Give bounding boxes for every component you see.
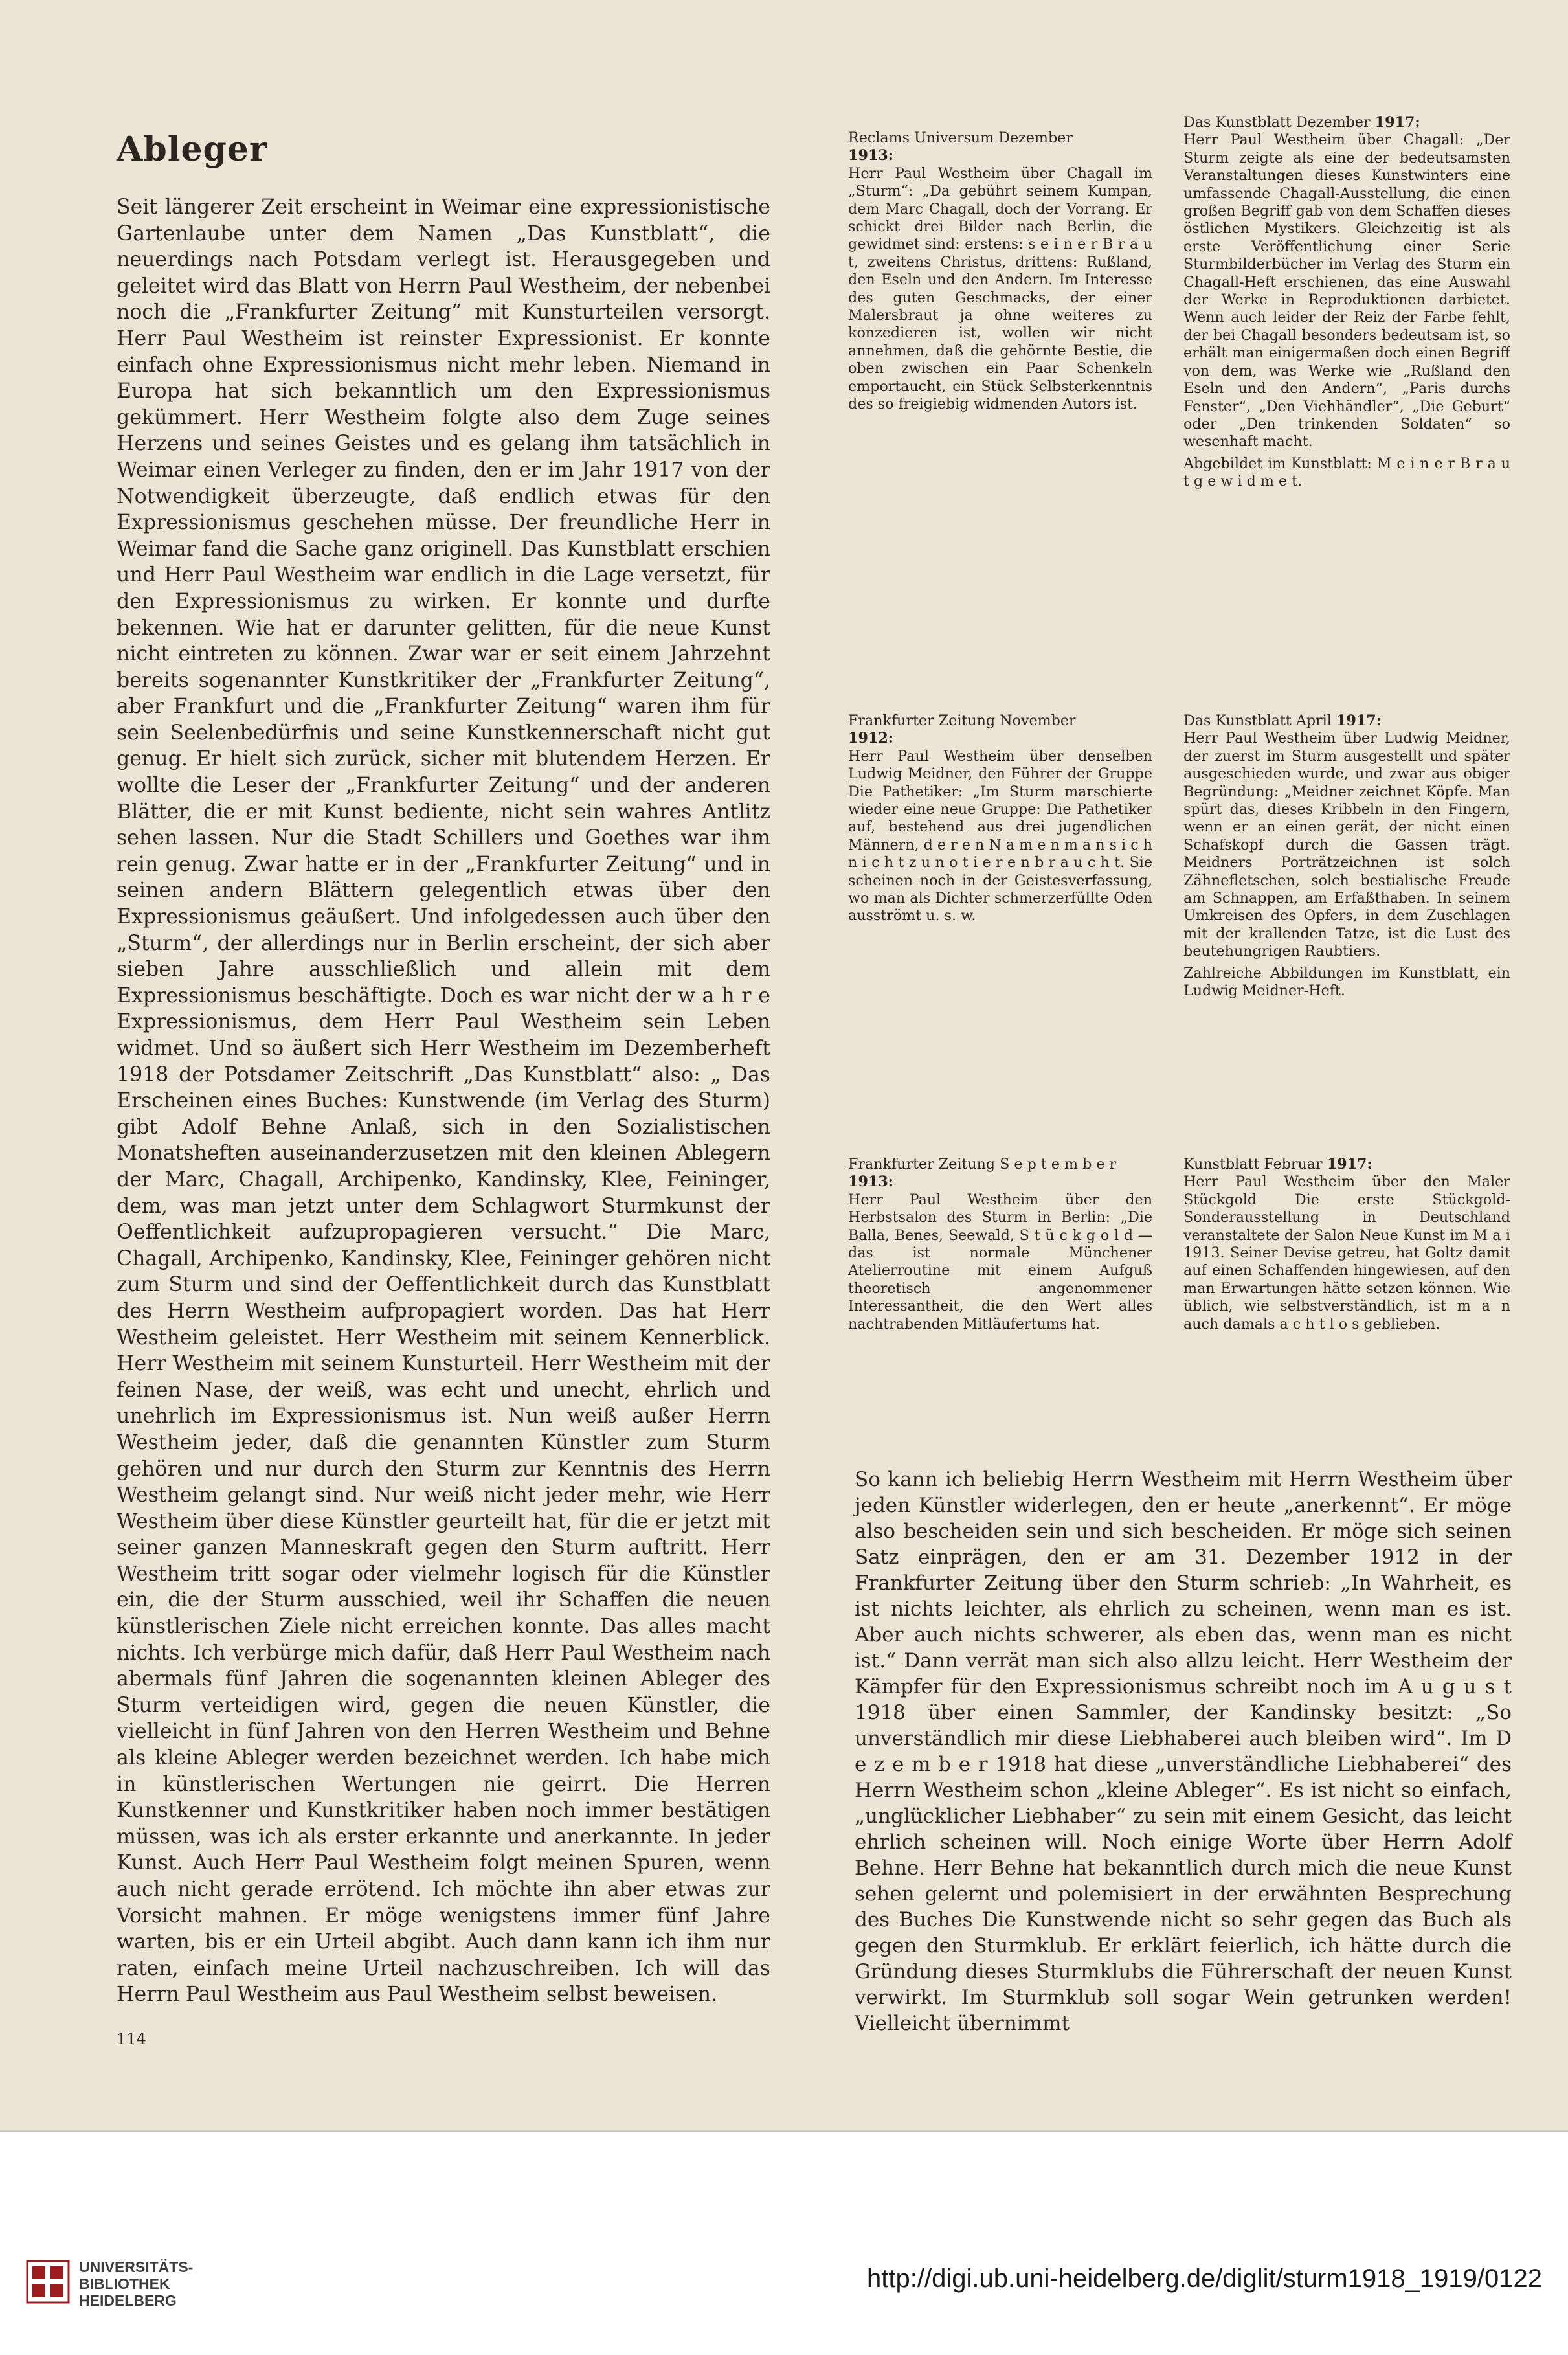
quote-body: Herr Paul Westheim über den Herbstsalon des Sturm in Berlin: „Die Balla, Benes, Seewald, S t ü c k g o l d — das ist normale Münchener Atelierroutine mit einem Aufguß theoretisch angenommener Interessantheit, die den Wert alles nachtrabenden Mitläufertums hat. xyxy=(848,1191,1152,1333)
page-number: 114 xyxy=(117,2030,146,2048)
library-footer xyxy=(0,2130,1568,2355)
quote-body: Herr Paul Westheim über Chagall: „Der Sturm zeigte als eine der bedeutsamsten Veranstaltungen dieses Kunstwinters eine umfassende Chagall-Ausstellung, die einen großen Begriff gab von dem Schaffen dieses östlichen Mystikers. Gleichzeitig ist als erste Veröffentlichung einer Serie Sturmbilderbücher im Verlag des Sturm ein Chagall-Heft erschienen, das eine Auswahl der Werke in Reproduktionen darbietet. Wenn auch leider der Reiz der Farbe fehlt, der bei Chagall besonders bedeutsam ist, so erhält man einigermaßen doch einen Begriff von dem, was Werke wie „Rußland den Eseln und den Andern“, „Paris durchs Fenster“, „Den Viehhändler“, „Die Geburt“ oder „Den trinkenden Soldaten“ so wesenhaft macht. xyxy=(1183,131,1510,451)
quote-kunstblatt-dez-1917 xyxy=(1183,114,1510,710)
main-article-text: Seit längerer Zeit erscheint in Weimar eine expressionistische Gartenlaube unter dem Namen „Das Kunstblatt“, die neuerdings nach Potsdam verlegt ist. Herausgegeben und geleitet wird das Blatt von Herrn Paul Westheim, der nebenbei noch die „Frankfurter Zeitung“ mit Kunsturteilen versorgt. Herr Paul Westheim ist reinster Expressionist. Er konnte einfach ohne Expressionismus nicht mehr leben. Niemand in Europa hat sich bekanntlich um den Expressionismus gekümmert. Herr Westheim folgte also dem Zuge seines Herzens und seines Geistes und es gelang ihm tatsächlich in Weimar einen Verleger zu finden, den er im Jahr 1917 von der Notwendigkeit überzeugte, daß endlich etwas für den Expressionismus geschehen müsse. Der freundliche Herr in Weimar fand die Sache ganz originell. Das Kunstblatt erschien und Herr Paul Westheim war endlich in die Lage versetzt, für den Expressionismus zu wirken. Er konnte und durfte bekennen. Wie hat er darunter gelitten, für die neue Kunst nicht eintreten zu können. Zwar war er seit einem Jahrzehnt bereits sogenannter Kunstkritiker der „Frankfurter Zeitung“, aber Frankfurt und die „Frankfurter Zeitung“ waren ihm für sein Seelenbedürfnis und seine Kunstkennerschaft nicht gut genug. Er hielt sich zurück, sicher mit blutendem Herzen. Er wollte die Leser der „Frankfurter Zeitung“ und der anderen Blätter, die er mit Kunst bediente, nicht sein wahres Antlitz sehen lassen. Nur die Stadt Schillers und Goethes war ihm rein genug. Zwar hatte er in der „Frankfurter Zeitung“ und in seinen andern Blättern gelegentlich etwas über den Expressionismus geäußert. Und infolgedessen auch über den „Sturm“, der allerdings nur in Berlin erscheint, der sich aber sieben Jahre ausschließlich und allein mit dem Expressionismus beschäftigte. Doch es war nicht der w a h r e Expressionismus, dem Herr Paul Westheim sein Leben widmet. Und so äußert sich Herr Westheim im Dezemberheft 1918 der Potsdamer Zeitschrift „Das Kunstblatt“ also: „ Das Erscheinen eines Buches: Kunstwende (im Verlag des Sturm) gibt Adolf Behne Anlaß, sich in den Sozialistischen Monatsheften auseinanderzusetzen mit den kleinen Ablegern der Marc, Chagall, Archipenko, Kandinsky, Klee, Feininger, dem, was man jetzt unter dem Schlagwort Sturmkunst der Oeffentlichkeit aufzupropagieren versucht.“ Die Marc, Chagall, Archipenko, Kandinsky, Klee, Feininger gehören nicht zum Sturm und sind der Oeffentlichkeit durch das Kunstblatt des Herrn Westheim aufpropagiert worden. Das hat Herr Westheim geleistet. Herr Westheim mit seinem Kennerblick. Herr Westheim mit seinem Kunsturteil. Herr Westheim mit der feinen Nase, der weiß, was echt und unecht, ehrlich und unehrlich im Expressionismus ist. Nun weiß außer Herrn Westheim jeder, daß die genannten Künstler zum Sturm gehören und nur durch den Sturm zur Kenntnis des Herrn Westheim gelangt sind. Nur weiß nicht jeder mehr, wie Herr Westheim über diese Künstler geurteilt hat, für die er jetzt mit seiner ganzen Manneskraft gegen den Sturm auftritt. Herr Westheim tritt sogar oder vielmehr logisch für die Künstler ein, die der Sturm ausschied, weil ihr Schaffen die neuen künstlerischen Ziele nicht erreichen konnte. Das alles macht nichts. Ich verbürge mich dafür, daß Herr Paul Westheim nach abermals fünf Jahren die sogenannten kleinen Ableger des Sturm verteidigen wird, gegen die neuen Künstler, die vielleicht in fünf Jahren von den Herren Westheim und Behne als kleine Ableger werden bezeichnet werden. Ich habe mich in künstlerischen Wertungen nie geirrt. Die Herren Kunstkenner und Kunstkritiker haben noch immer bestätigen müssen, was ich als erster erkannte und anerkannte. In jeder Kunst. Auch Herr Paul Westheim folgt meinen Spuren, wenn auch nicht gerade errötend. Ich möchte ihn aber etwas zur Vorsicht mahnen. Er möge wenigstens immer fünf Jahre warten, bis er ein Urteil abgibt. Auch dann kann ich ihm nur raten, einfach meine Urteil nachzuschreiben. Ich will das Herrn Paul Westheim aus Paul Westheim selbst beweisen. xyxy=(117,196,770,2007)
quote-body: Herr Paul Westheim über Chagall im „Sturm“: „Da gebührt seinem Kumpan, dem Marc Chagall, doch der Vorrang. Er schickt drei Bilder nach Berlin, die gewidmet sind: erstens: s e i n e r B r a u t, zweitens Christus, drittens: Rußland, den Eseln und den Andern. Im Interesse des guten Geschmacks, der einer Malersbraut ja ohne weiteres zu konzedieren ist, wollen wir nicht annehmen, daß die gehörnte Bestie, die oben zwischen ein Paar Schenkeln emportaucht, ein Stück Selbsterkenntnis des so freigiebig widmenden Autors ist. xyxy=(848,164,1152,413)
quote-reclams-1913 xyxy=(848,130,1152,586)
document-url-link[interactable]: http://digi.ub.uni-heidelberg.de/diglit/sturm1918_1919/0122 xyxy=(867,2264,1542,2293)
quote-kunstblatt-feb-1917 xyxy=(1183,1156,1510,1454)
article-title: Ableger xyxy=(117,130,268,169)
quote-body: Herr Paul Westheim über denselben Ludwig Meidner, den Führer der Gruppe Die Pathetiker: „Im Sturm marschierte wieder eine neue Gruppe: Die Pathetiker auf, bestehend aus drei jugendlichen Männern, d e r e n N a m e n m a n s i c h n i c h t z u n o t i e r e n b r a u c h t. Sie scheinen noch in der Geistesverfassung, wo man als Dichter schmerzerfüllte Oden ausströmt u. s. w. xyxy=(848,747,1152,925)
continuation-text: So kann ich beliebig Herrn Westheim mit Herrn Westheim über jeden Künstler widerlegen, den er heute „anerkennt“. Er möge also bescheiden sein und sich bescheiden. Er möge sich seinen Satz einprägen, den er am 31. Dezember 1912 in der Frankfurter Zeitung über den Sturm schrieb: „In Wahrheit, es ist nichts leichter, als ehrlich zu scheinen, wenn man es ist. Aber auch nichts schwerer, als eben das, wenn man es nicht ist.“ Dann verrät man sich also allzu leicht. Herr Westheim der Kämpfer für den Expressionismus schreibt noch im A u g u s t 1918 über einen Sammler, der Kandinsky besitzt: „So unverständlich mir diese Liebhaberei auch bleiben wird“. Im D e z e m b e r 1918 hat diese „unverständliche Liebhaberei“ des Herrn Westheim schon „kleine Ableger“. Es ist nicht so einfach, „unglücklicher Liebhaber“ zu sein mit einem Gesicht, das leicht ehrlich scheinen will. Noch einige Worte über Herrn Adolf Behne. Herr Behne hat bekanntlich durch mich die neue Kunst sehen gelernt und polemisiert in der erwähnten Besprechung des Buches Die Kunstwende nicht so sehr gegen das Buch als gegen den Sturmklub. Er erklärt feierlich, ich hätte durch die Gründung dieses Sturmklubs die Führerschaft der neuen Kunst verwirkt. Im Sturmklub soll sogar Wein getrunken werden! Vielleicht übernimmt xyxy=(855,1468,1512,2035)
library-logo[interactable] xyxy=(26,2255,220,2313)
quote-heading: Das Kunstblatt Dezember 1917: xyxy=(1183,114,1420,131)
quote-heading: Kunstblatt Februar 1917: xyxy=(1183,1156,1372,1173)
quote-note: Zahlreiche Abbildungen im Kunstblatt, ein Ludwig Meidner-Heft. xyxy=(1183,964,1510,1000)
quote-frankfurter-1912 xyxy=(848,712,1152,1075)
quote-frankfurter-1913 xyxy=(848,1156,1152,1415)
quote-heading: Das Kunstblatt April 1917: xyxy=(1183,712,1382,729)
quote-heading: Frankfurter Zeitung November 1912: xyxy=(848,712,1076,747)
library-name: UNIVERSITÄTS- BIBLIOTHEK HEIDELBERG xyxy=(79,2259,194,2309)
quote-kunstblatt-apr-1917 xyxy=(1183,712,1510,1140)
quote-heading: Reclams Universum Dezember 1913: xyxy=(848,130,1073,164)
quote-body: Herr Paul Westheim über Ludwig Meidner, der zuerst im Sturm ausgestellt und später ausgeschieden wurde, und zwar aus obiger Begründung: „Meidner zeichnet Köpfe. Man spürt das, dieses Kribbeln in den Fingern, wenn er an einen gerät, der nicht einen Schafskopf durch die Gassen trägt. Meidners Porträtzeichnen ist solch Zähnefletschen, solch bestialische Freude am Schnappen, am Erfaßthaben. In seinem Umkreisen des Opfers, in dem Zuschlagen mit der krallenden Tatze, ist die Lust des beutehungrigen Raubtiers. xyxy=(1183,730,1510,960)
quote-body: Herr Paul Westheim über den Maler Stückgold Die erste Stückgold-Sonderausstellung in Deutschland veranstaltete der Salon Neue Kunst im M a i 1913. Seiner Devise getreu, hat Goltz damit auf einen Schaffenden hingewiesen, auf den man Erwartungen hätte setzen können. Wie üblich, wie selbstverständlich, ist m a n auch damals a c h t l o s geblieben. xyxy=(1183,1173,1510,1333)
quote-note: Abgebildet im Kunstblatt: M e i n e r B r a u t g e w i d m e t. xyxy=(1183,455,1510,490)
quote-heading: Frankfurter Zeitung S e p t e m b e r 1913: xyxy=(848,1156,1117,1191)
university-seal-icon xyxy=(26,2260,70,2304)
